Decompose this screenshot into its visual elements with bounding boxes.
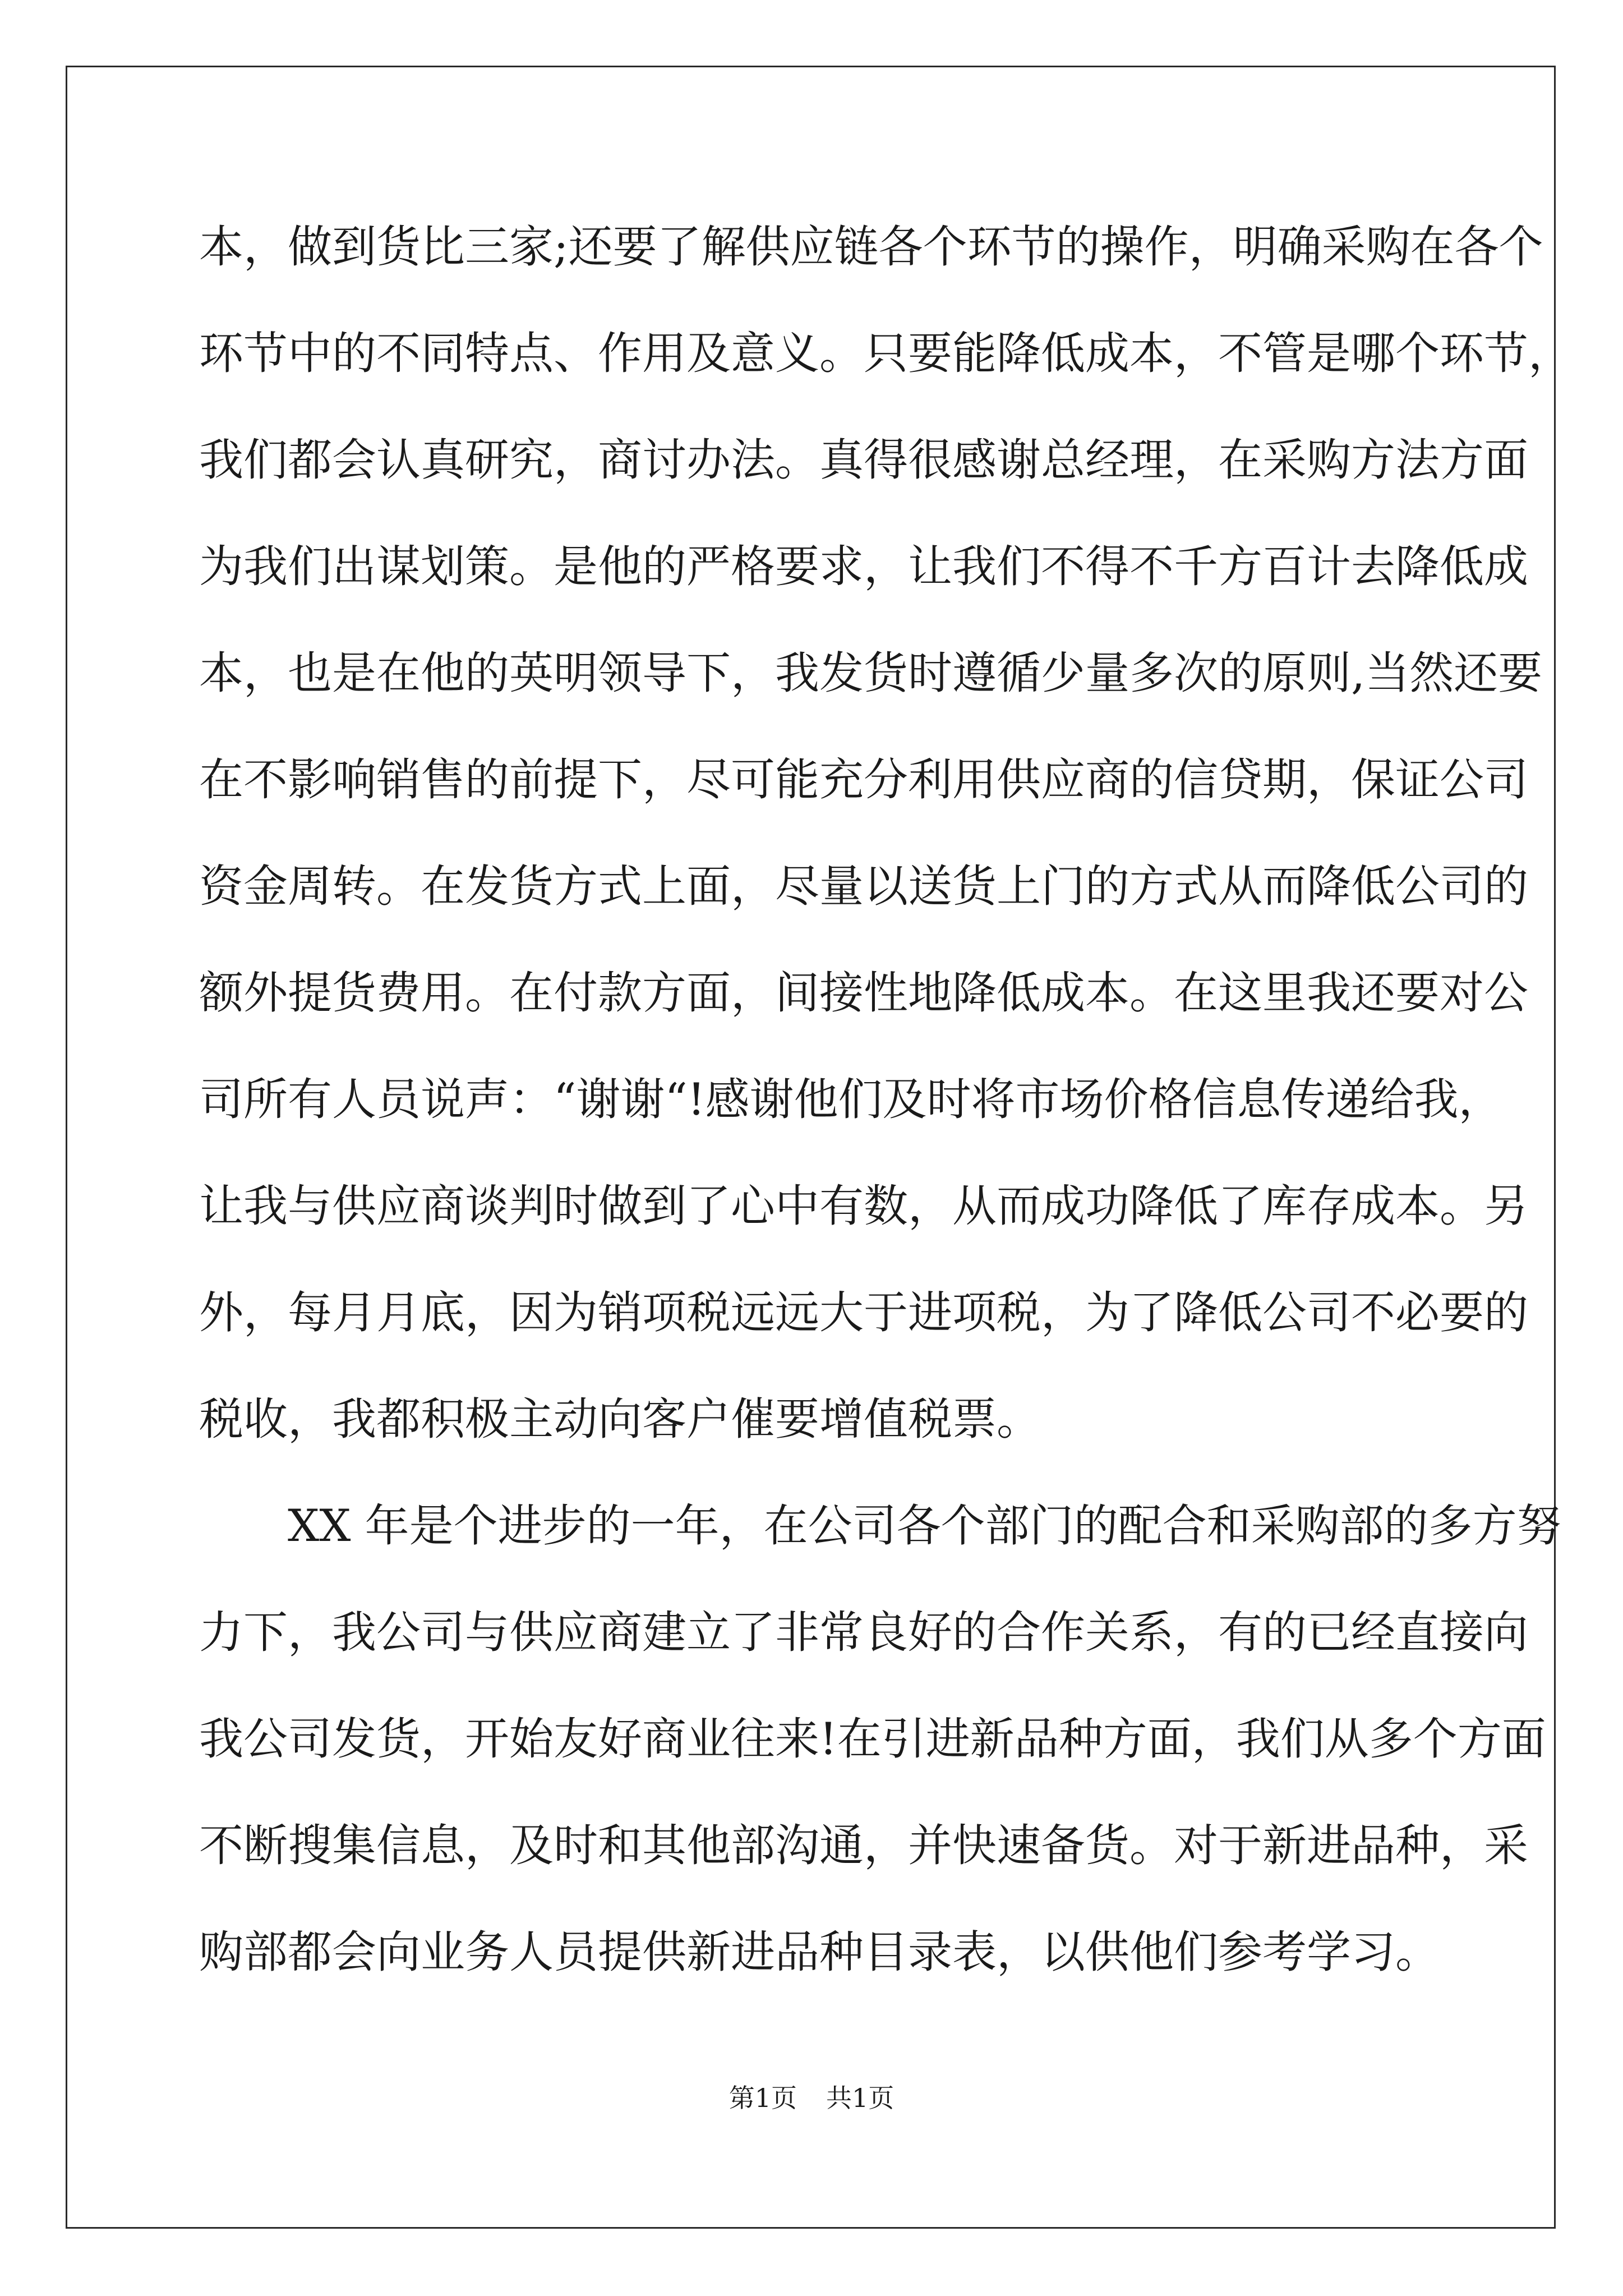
text-line: 我公司发货，开始友好商业往来!在引进新品种方面，我们从多个方面 (199, 1713, 1546, 1765)
text-line: 为我们出谋划策。是他的严格要求，让我们不得不千方百计去降低成 (199, 541, 1528, 592)
page-total: 共1页 (826, 2083, 895, 2113)
text-line: 让我与供应商谈判时做到了心中有数，从而成功降低了库存成本。另 (199, 1180, 1528, 1232)
page-footer (0, 2081, 1623, 2115)
text-line: 环节中的不同特点、作用及意义。只要能降低成本，不管是哪个环节， (199, 328, 1573, 379)
text-line: 本，也是在他的英明领导下，我发货时遵循少量多次的原则,当然还要 (199, 647, 1543, 699)
text-line: 税收，我都积极主动向客户催要增值税票。 (199, 1393, 1041, 1445)
text-line: 我们都会认真研究，商讨办法。真得很感谢总经理，在采购方法方面 (199, 434, 1528, 486)
page-number: 第1页 (728, 2083, 797, 2113)
page-border (66, 66, 1573, 2229)
text-line: 资金周转。在发货方式上面，尽量以送货上门的方式从而降低公司的 (199, 861, 1528, 912)
text-line: 外，每月月底，因为销项税远远大于进项税，为了降低公司不必要的 (199, 1287, 1528, 1338)
text-line: 额外提货费用。在付款方面，间接性地降低成本。在这里我还要对公 (199, 967, 1528, 1019)
text-line: 不断搜集信息，及时和其他部沟通，并快速备货。对于新进品种，采 (199, 1820, 1528, 1871)
text-line: 本，做到货比三家;还要了解供应链各个环节的操作，明确采购在各个 (199, 221, 1543, 273)
text-line: 购部都会向业务人员提供新进品种目录表，以供他们参考学习。 (199, 1926, 1440, 1978)
text-line: 在不影响销售的前提下，尽可能充分利用供应商的信贷期，保证公司 (199, 754, 1528, 806)
text-line: 力下，我公司与供应商建立了非常良好的合作关系，有的已经直接向 (199, 1607, 1528, 1658)
text-line: 司所有人员说声：“谢谢“!感谢他们及时将市场价格信息传递给我， (199, 1074, 1503, 1125)
text-line: XX 年是个进步的一年，在公司各个部门的配合和采购部的多方努 (199, 1500, 1561, 1552)
